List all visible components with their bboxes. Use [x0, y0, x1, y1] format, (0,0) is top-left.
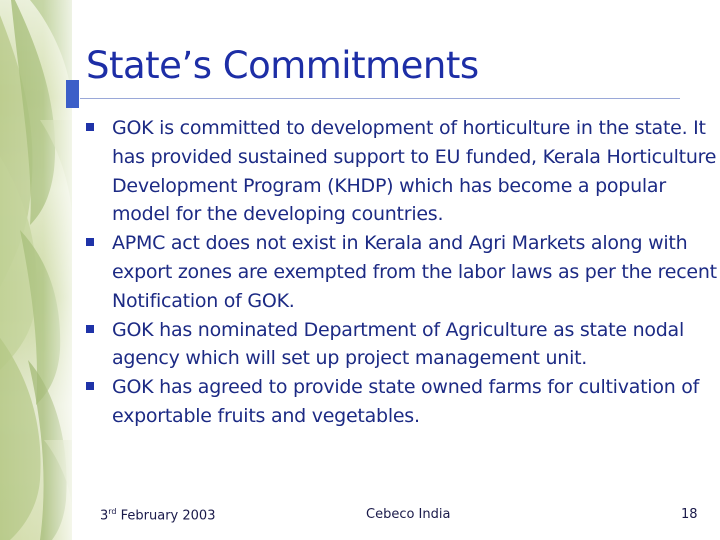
bullet-item [86, 373, 720, 431]
footer-organization: Cebeco India [366, 507, 451, 522]
bullet-text: GOK has nominated Department of Agriculture as state nodal agency which will set up project management unit. [112, 318, 684, 370]
bullet-item [86, 114, 720, 229]
square-bullet-icon [86, 325, 94, 333]
footer-date-suffix: rd [108, 507, 117, 516]
slide-title: State’s Commitments [86, 44, 479, 87]
square-bullet-icon [86, 123, 94, 131]
footer-date-rest: February 2003 [116, 508, 216, 524]
bullet-text: GOK is committed to development of horticulture in the state. It has provided sustained support to EU funded, Kerala Horticulture Development Program (KHDP) which has become a popular model for the developing countries. [112, 117, 717, 226]
title-accent-bar [66, 80, 79, 108]
page-number: 18 [681, 507, 698, 522]
bullet-item [86, 316, 720, 374]
footer-date [100, 507, 215, 523]
footer-date-day: 3 [100, 508, 109, 524]
bullet-text: APMC act does not exist in Kerala and Agri Markets along with export zones are exempted from the labor laws as per the recent Notification of GOK. [112, 232, 717, 312]
bullet-text: GOK has agreed to provide state owned farms for cultivation of exportable fruits and vegetables. [112, 376, 700, 427]
banana-photo-image [0, 0, 72, 540]
title-underline-rule [80, 98, 680, 99]
bullet-item [86, 229, 720, 315]
square-bullet-icon [86, 238, 94, 246]
square-bullet-icon [86, 382, 94, 390]
bullet-list [86, 114, 720, 431]
photo-fade-overlay [0, 0, 72, 540]
